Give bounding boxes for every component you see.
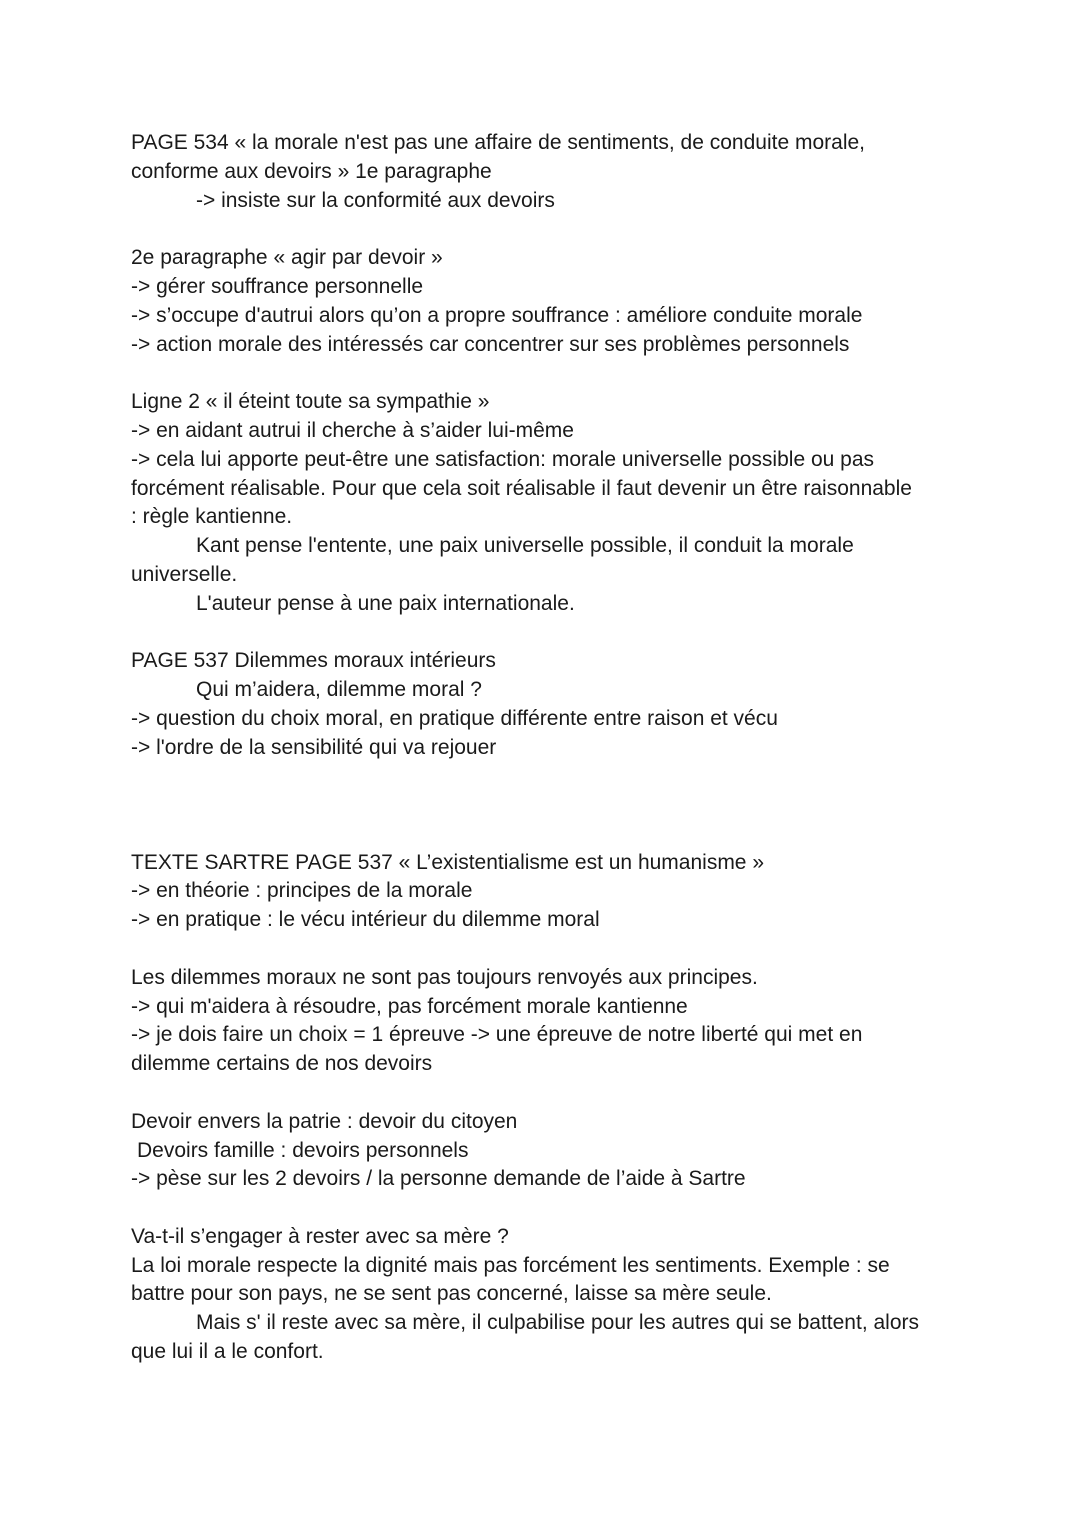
text-line: -> je dois faire un choix = 1 épreuve -> une épreuve de notre liberté qui met en bbox=[131, 1023, 863, 1047]
text-line: Devoirs famille : devoirs personnels bbox=[137, 1138, 469, 1162]
text-line: -> l'ordre de la sensibilité qui va rejouer bbox=[131, 735, 497, 759]
text-line: 2e paragraphe « agir par devoir » bbox=[131, 246, 443, 270]
section-texte-sartre bbox=[131, 849, 961, 935]
indented-line: Kant pense l'entente, une paix universelle possible, il conduit la morale bbox=[196, 534, 854, 558]
text-line: conforme aux devoirs » 1e paragraphe bbox=[131, 159, 492, 183]
text-line: -> cela lui apporte peut-être une satisfaction: morale universelle possible ou pas bbox=[131, 447, 875, 471]
section-ligne-2 bbox=[131, 388, 961, 618]
text-line: -> qui m'aidera à résoudre, pas forcément morale kantienne bbox=[131, 994, 688, 1018]
spacer bbox=[131, 763, 961, 849]
section-devoirs bbox=[131, 1108, 961, 1194]
section-dilemmes-moraux bbox=[131, 964, 961, 1079]
section-2e-paragraphe bbox=[131, 244, 961, 359]
indented-line: L'auteur pense à une paix internationale. bbox=[196, 591, 575, 615]
section-mere bbox=[131, 1223, 961, 1367]
text-line: battre pour son pays, ne se sent pas concerné, laisse sa mère seule. bbox=[131, 1282, 772, 1306]
document-page bbox=[131, 129, 961, 1367]
indented-line: -> insiste sur la conformité aux devoirs bbox=[196, 188, 555, 212]
text-line: -> gérer souffrance personnelle bbox=[131, 274, 424, 298]
text-line: PAGE 534 « la morale n'est pas une affaire de sentiments, de conduite morale, bbox=[131, 131, 865, 154]
text-line: TEXTE SARTRE PAGE 537 « L’existentialisme est un humanisme » bbox=[131, 850, 765, 874]
text-line: Devoir envers la patrie : devoir du citoyen bbox=[131, 1109, 518, 1133]
text-line: -> pèse sur les 2 devoirs / la personne demande de l’aide à Sartre bbox=[131, 1167, 746, 1191]
text-line: : règle kantienne. bbox=[131, 505, 293, 529]
indented-line: Qui m’aidera, dilemme moral ? bbox=[196, 678, 482, 702]
text-line: universelle. bbox=[131, 562, 238, 586]
text-line: -> en théorie : principes de la morale bbox=[131, 879, 473, 903]
text-line: -> en pratique : le vécu intérieur du dilemme moral bbox=[131, 908, 600, 932]
section-page-534 bbox=[131, 129, 961, 215]
text-line: forcément réalisable. Pour que cela soit réalisable il faut devenir un être raisonnable bbox=[131, 476, 912, 500]
text-line: -> s’occupe d'autrui alors qu’on a propre souffrance : améliore conduite morale bbox=[131, 303, 863, 327]
text-line: -> en aidant autrui il cherche à s’aider lui-même bbox=[131, 418, 574, 442]
text-line: dilemme certains de nos devoirs bbox=[131, 1052, 433, 1076]
text-line: Les dilemmes moraux ne sont pas toujours renvoyés aux principes. bbox=[131, 965, 758, 989]
text-line: que lui il a le confort. bbox=[131, 1340, 324, 1364]
text-line: Ligne 2 « il éteint toute sa sympathie » bbox=[131, 390, 490, 414]
text-line: -> action morale des intéressés car concentrer sur ses problèmes personnels bbox=[131, 332, 850, 356]
text-line: -> question du choix moral, en pratique différente entre raison et vécu bbox=[131, 706, 778, 730]
indented-line: Mais s' il reste avec sa mère, il culpabilise pour les autres qui se battent, alors bbox=[196, 1311, 920, 1335]
text-line: La loi morale respecte la dignité mais pas forcément les sentiments. Exemple : se bbox=[131, 1253, 890, 1277]
section-title: PAGE 537 Dilemmes moraux intérieurs bbox=[131, 649, 496, 673]
section-page-537-dilemmes bbox=[131, 647, 961, 762]
text-line: Va-t-il s’engager à rester avec sa mère ? bbox=[131, 1224, 509, 1248]
